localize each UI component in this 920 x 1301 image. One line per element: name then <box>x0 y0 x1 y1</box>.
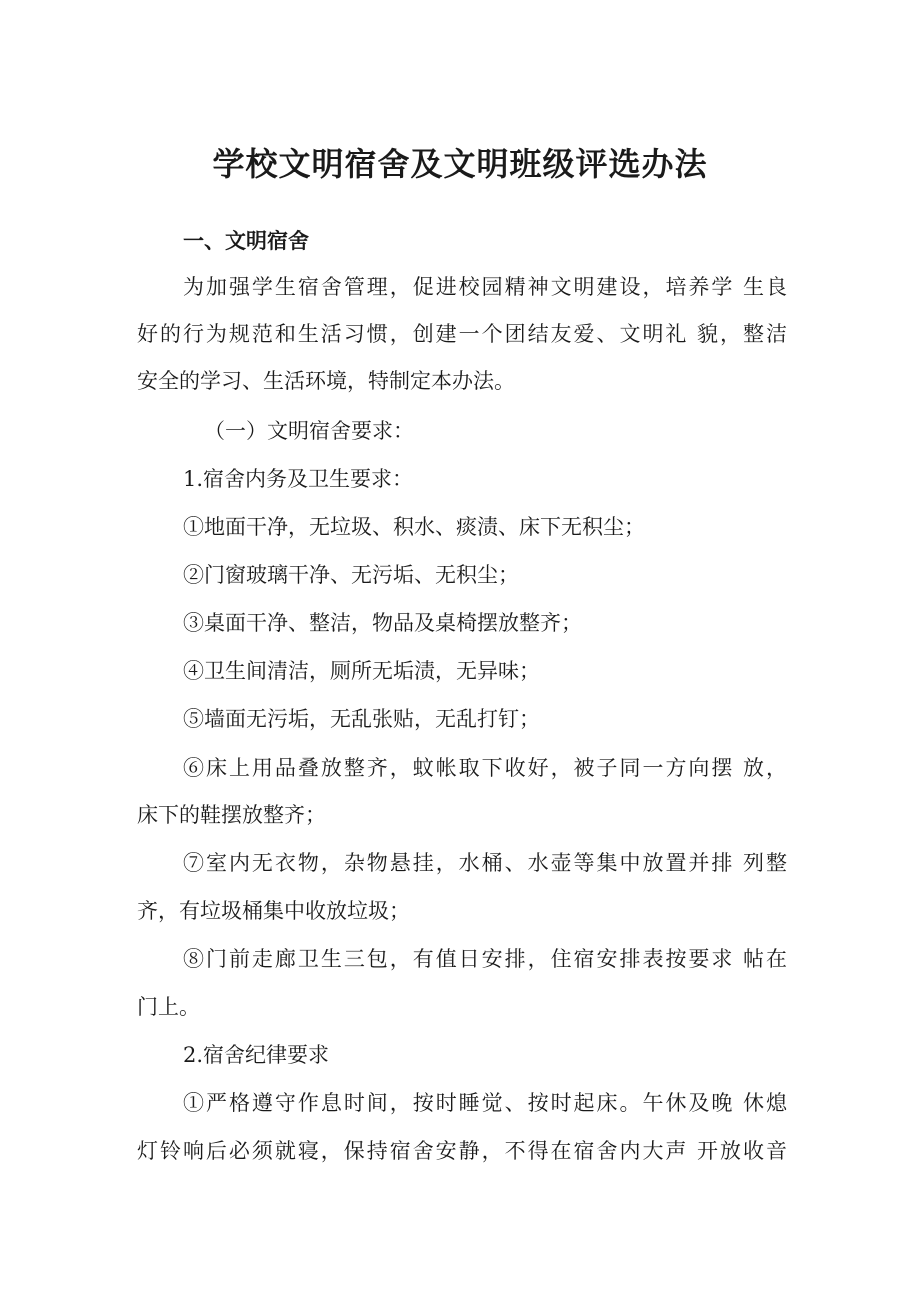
list-item: ③桌面干净、整洁，物品及桌椅摆放整齐； <box>183 611 582 635</box>
section-heading-dormitory: 一、文明宿舍 <box>183 229 309 253</box>
list-item-continuation: 门上。 <box>137 995 200 1019</box>
document-title: 学校文明宿舍及文明班级评选办法 <box>212 145 708 183</box>
paragraph-line: 安全的学习、生活环境，特制定本办法。 <box>137 369 515 393</box>
subsection-heading: （一）文明宿舍要求： <box>204 419 414 443</box>
list-item: ⑦室内无衣物，杂物悬挂，水桶、水壶等集中放置并排 列整 <box>183 851 787 875</box>
list-item-continuation: 床下的鞋摆放整齐； <box>137 803 326 827</box>
list-item: ④卫生间清洁，厕所无垢渍，无异味； <box>183 659 540 683</box>
list-item: ⑧门前走廊卫生三包，有值日安排，住宿安排表按要求 帖在 <box>183 947 787 971</box>
list-item: ⑥床上用品叠放整齐，蚊帐取下收好，被子同一方向摆 放， <box>183 756 787 780</box>
list-item: ②门窗玻璃干净、无污垢、无积尘； <box>183 563 519 587</box>
list-item: ①地面干净，无垃圾、积水、痰渍、床下无积尘； <box>183 515 645 539</box>
list-item-continuation: 齐，有垃圾桶集中收放垃圾； <box>137 899 410 923</box>
item-heading: 1.宿舍内务及卫生要求： <box>183 467 414 491</box>
list-item: ⑤墙面无污垢，无乱张贴，无乱打钉； <box>183 707 540 731</box>
paragraph-line: 为加强学生宿舍管理，促进校园精神文明建设，培养学 生良 <box>183 275 787 299</box>
list-item-continuation: 灯铃响后必须就寝，保持宿舍安静，不得在宿舍内大声 开放收音 <box>137 1139 787 1163</box>
paragraph-line: 好的行为规范和生活习惯，创建一个团结友爱、文明礼 貌，整洁 <box>137 322 787 346</box>
list-item: ①严格遵守作息时间，按时睡觉、按时起床。午休及晚 休熄 <box>183 1091 787 1115</box>
item-heading: 2.宿舍纪律要求 <box>183 1043 330 1067</box>
